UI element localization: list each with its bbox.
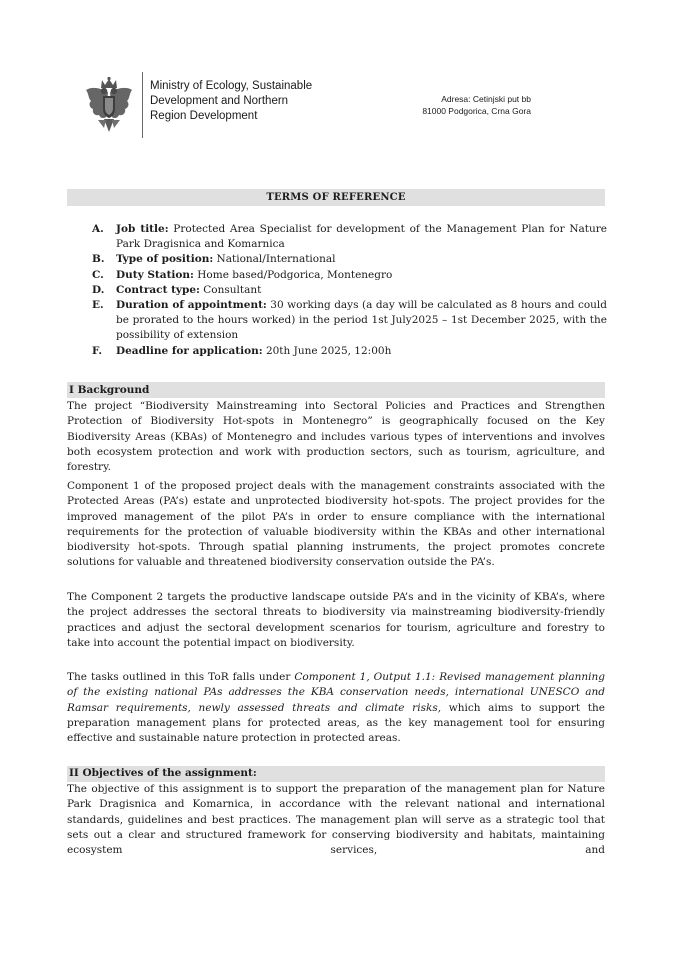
section-heading-objectives: II Objectives of the assignment: bbox=[69, 767, 257, 779]
paragraph-text: which aims to support the preparation management plans for protected areas, as the key management tool for ensuring effective and sustainable nature protection in protected areas. bbox=[67, 701, 605, 745]
ministry-line: Development and Northern bbox=[150, 95, 289, 107]
list-item-label: Duty Station: bbox=[116, 268, 194, 281]
address-line: 81000 Podgorica, Crna Gora bbox=[422, 106, 531, 116]
background-paragraph-4 bbox=[67, 670, 605, 746]
background-paragraph-3: The Component 2 targets the productive landscape outside PA’s and in the vicinity of KBA’s, where the project addresses the sectoral threats to biodiversity via mainstreaming biodiversity-friendly practices and adjust the sectoral development scenarios for tourism, agriculture and forestry to take into account the potential impact on biodiversity. bbox=[67, 591, 605, 649]
list-item-letter: B. bbox=[92, 253, 105, 266]
list-item bbox=[92, 252, 607, 267]
list-item-label: Contract type: bbox=[116, 283, 200, 296]
list-item-text: Protected Area Specialist for development of the Management Plan for Nature Park Dragisnica and Komarnica bbox=[116, 223, 607, 251]
list-item bbox=[92, 283, 607, 298]
header-divider bbox=[142, 72, 143, 138]
list-item-text: 20th June 2025, 12:00h bbox=[262, 344, 392, 357]
list-item-letter: D. bbox=[92, 283, 105, 296]
position-details-list bbox=[92, 222, 607, 359]
list-item-label: Type of position: bbox=[116, 253, 214, 266]
list-item-letter: A. bbox=[92, 223, 104, 235]
ministry-line: Ministry of Ecology, Sustainable bbox=[150, 80, 313, 92]
paragraph-text: The tasks outlined in this ToR falls under bbox=[67, 671, 295, 683]
objectives-paragraph-1: The objective of this assignment is to support the preparation of the management plan for Nature Park Dragisnica and Komarnica, in accordance with the relevant national and international standards, guidelines and best practices. The management plan will serve as a strategic tool that sets out a clear and structured framework for conserving biodiversity and habitats, maintaining ecosystem services, and bbox=[67, 783, 605, 857]
list-item-letter: C. bbox=[92, 268, 104, 281]
ministry-address bbox=[422, 93, 531, 117]
list-item bbox=[92, 268, 607, 283]
list-item-text: 30 working days (a day will be calculated as 8 hours and could be prorated to the hours worked) in the period 1st July2025 – 1st December 2025, with the possibility of extension bbox=[116, 299, 607, 342]
paragraph-italic-text: Component 1, Output 1.1: Revised management planning of the existing national PAs addresses the KBA conservation needs, international UNESCO and Ramsar requirements, newly assessed threats and climate risks, bbox=[67, 671, 605, 714]
list-item-text: Consultant bbox=[199, 283, 262, 296]
list-item-letter: F. bbox=[92, 344, 103, 357]
coat-of-arms-logo bbox=[84, 76, 134, 134]
list-item-text: National/International bbox=[213, 253, 336, 266]
ministry-name bbox=[150, 79, 350, 124]
list-item bbox=[92, 298, 607, 344]
list-item bbox=[92, 222, 607, 252]
background-paragraph-2: Component 1 of the proposed project deals with the management constraints associated with the Protected Areas (PA’s) estate and unprotected biodiversity hot-spots. The project provides for the improved management of the pilot PA’s in order to ensure compliance with the international requirements for the protection of valuable biodiversity within the KBAs and other international biodiversity hot-spots. Through spatial planning instruments, the project promotes concrete solutions for valuable and threatened biodiversity conservation outside the PA’s. bbox=[67, 480, 605, 569]
list-item-label: Duration of appointment: bbox=[116, 299, 267, 312]
list-item bbox=[92, 344, 607, 359]
address-line: Adresa: Cetinjski put bb bbox=[441, 94, 531, 104]
background-paragraph-1: The project “Biodiversity Mainstreaming into Sectoral Policies and Practices and Strengthen Protection of Biodiversity Hot-spots in Montenegro” is geographically focused on the Key Biodiversity Areas (KBAs) of Montenegro and includes various types of interventions and involves both ecosystem protection and work with production sectors, such as tourism, agriculture, and forestry. bbox=[67, 400, 605, 474]
list-item-letter: E. bbox=[92, 299, 104, 312]
list-item-text: Home based/Podgorica, Montenegro bbox=[193, 268, 393, 281]
list-item-label: Deadline for application: bbox=[116, 344, 263, 357]
ministry-line: Region Development bbox=[150, 110, 258, 122]
document-title: TERMS OF REFERENCE bbox=[266, 192, 406, 203]
section-heading-background: I Background bbox=[69, 384, 150, 396]
list-item-label: Job title: bbox=[116, 223, 169, 235]
